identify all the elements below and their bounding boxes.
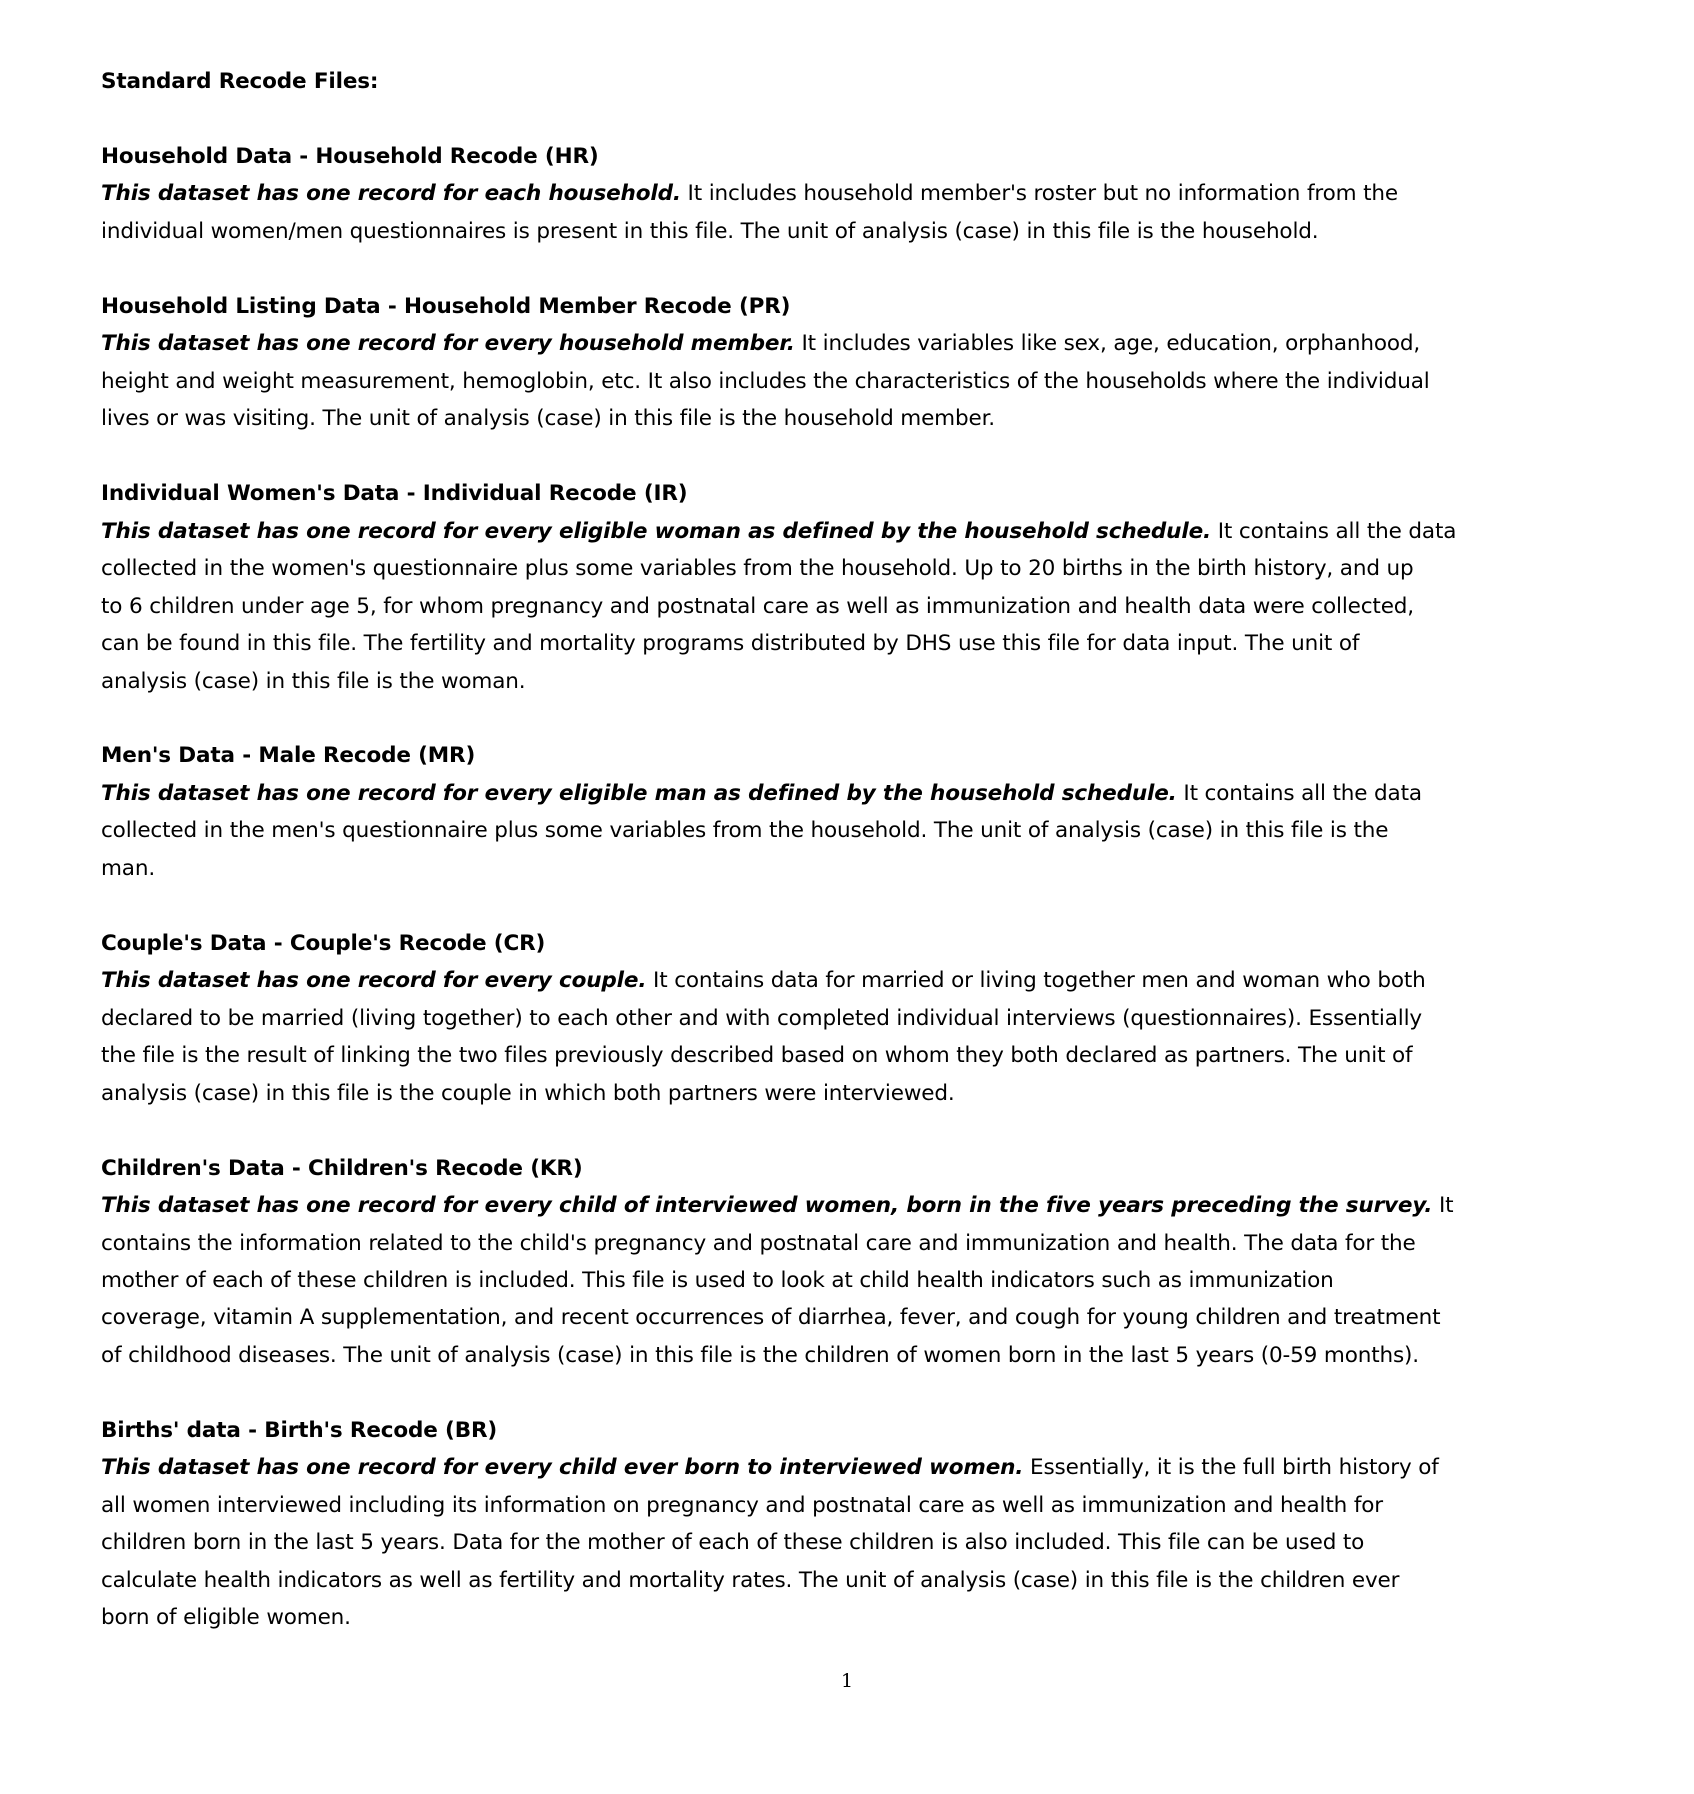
description-text: It includes household member's roster but no information from the [680,181,1398,207]
description-line: to 6 children under age 5, for whom pregnancy and postnatal care as well as immunization and health data were collected, [101,593,1414,619]
description-text: It contains data for married or living together men and woman who both [646,968,1426,994]
recode-section [101,737,1621,924]
section-heading: Men's Data - Male Recode (MR) [101,743,476,769]
description-text: It contains all the data [1176,780,1422,806]
description-line: all women interviewed including its information on pregnancy and postnatal care as well as immunization and health for [101,1492,1383,1518]
description-lead: This dataset has one record for every eligible woman as defined by the household schedule. [101,518,1212,544]
description-line: declared to be married (living together) to each other and with completed individual interviews (questionnaires). Essentially [101,1005,1422,1031]
description-line: children born in the last 5 years. Data for the mother of each of these children is also included. This file can be used to [101,1530,1365,1556]
description-lead: This dataset has one record for every couple. [101,968,647,994]
description-line: height and weight measurement, hemoglobin, etc. It also includes the characteristics of the households where the individual [101,368,1430,394]
description-line: calculate health indicators as well as fertility and mortality rates. The unit of analysis (case) in this file is the children ever [101,1567,1400,1593]
recode-section [101,475,1621,737]
spacer [101,438,1621,475]
description-lead: This dataset has one record for every eligible man as defined by the household schedule. [101,780,1177,806]
description-line: analysis (case) in this file is the woman. [101,668,526,694]
description-lead: This dataset has one record for every household member. [101,331,795,357]
section-heading: Children's Data - Children's Recode (KR) [101,1155,583,1181]
section-heading: Births' data - Birth's Recode (BR) [101,1417,498,1443]
description-first-line [101,175,1621,212]
spacer [101,887,1621,924]
description-line: man. [101,855,156,881]
description-first-line [101,513,1621,550]
spacer [101,700,1621,737]
description-line: analysis (case) in this file is the couple in which both partners were interviewed. [101,1080,955,1106]
description-line: can be found in this file. The fertility and mortality programs distributed by DHS use this file for data input. The unit of [101,631,1360,657]
description-lead: This dataset has one record for each household. [101,181,681,207]
description-first-line [101,325,1621,362]
page-number: 1 [840,1670,854,1692]
description-line: coverage, vitamin A supplementation, and recent occurrences of diarrhea, fever, and cough for young children and treatment [101,1305,1441,1331]
description-text: Essentially, it is the full birth history of [1023,1455,1439,1481]
description-first-line [101,775,1621,812]
recode-section [101,138,1621,288]
description-line: mother of each of these children is included. This file is used to look at child health indicators such as immunization [101,1268,1334,1293]
description-line: lives or was visiting. The unit of analysis (case) in this file is the household member. [101,406,995,432]
spacer [101,100,1621,137]
description-line: contains the information related to the child's pregnancy and postnatal care and immunization and health. The data for the [101,1230,1416,1256]
document-page [101,63,1621,1637]
spacer [101,250,1621,287]
description-first-line [101,1187,1621,1224]
section-heading: Household Listing Data - Household Member Recode (PR) [101,293,791,319]
recode-section [101,1412,1621,1637]
description-lead: This dataset has one record for every child of interviewed women, born in the five years preceding the survey. [101,1193,1433,1219]
section-heading: Household Data - Household Recode (HR) [101,143,599,169]
section-heading: Couple's Data - Couple's Recode (CR) [101,930,546,956]
document-title: Standard Recode Files: [101,69,379,94]
description-text: It includes variables like sex, age, education, orphanhood, [794,331,1421,357]
section-heading: Individual Women's Data - Individual Recode (IR) [101,481,688,507]
recode-section [101,1150,1621,1412]
spacer [101,1112,1621,1149]
description-text: It contains all the data [1211,518,1457,544]
description-line: born of eligible women. [101,1605,351,1631]
description-line: the file is the result of linking the two files previously described based on whom they both declared as partners. The unit of [101,1043,1413,1069]
spacer [101,1374,1621,1411]
description-first-line [101,1449,1621,1486]
recode-section [101,925,1621,1150]
recode-sections [101,138,1621,1637]
description-line: collected in the men's questionnaire plus some variables from the household. The unit of analysis (case) in this file is the [101,818,1389,844]
description-lead: This dataset has one record for every child ever born to interviewed women. [101,1455,1024,1481]
description-text: It [1432,1193,1454,1219]
description-line: collected in the women's questionnaire plus some variables from the household. Up to 20 births in the birth history, and up [101,556,1414,582]
description-line: of childhood diseases. The unit of analysis (case) in this file is the children of women born in the last 5 years (0-59 months). [101,1342,1419,1368]
description-line: individual women/men questionnaires is present in this file. The unit of analysis (case) in this file is the household. [101,218,1319,244]
description-first-line [101,962,1621,999]
recode-section [101,288,1621,475]
